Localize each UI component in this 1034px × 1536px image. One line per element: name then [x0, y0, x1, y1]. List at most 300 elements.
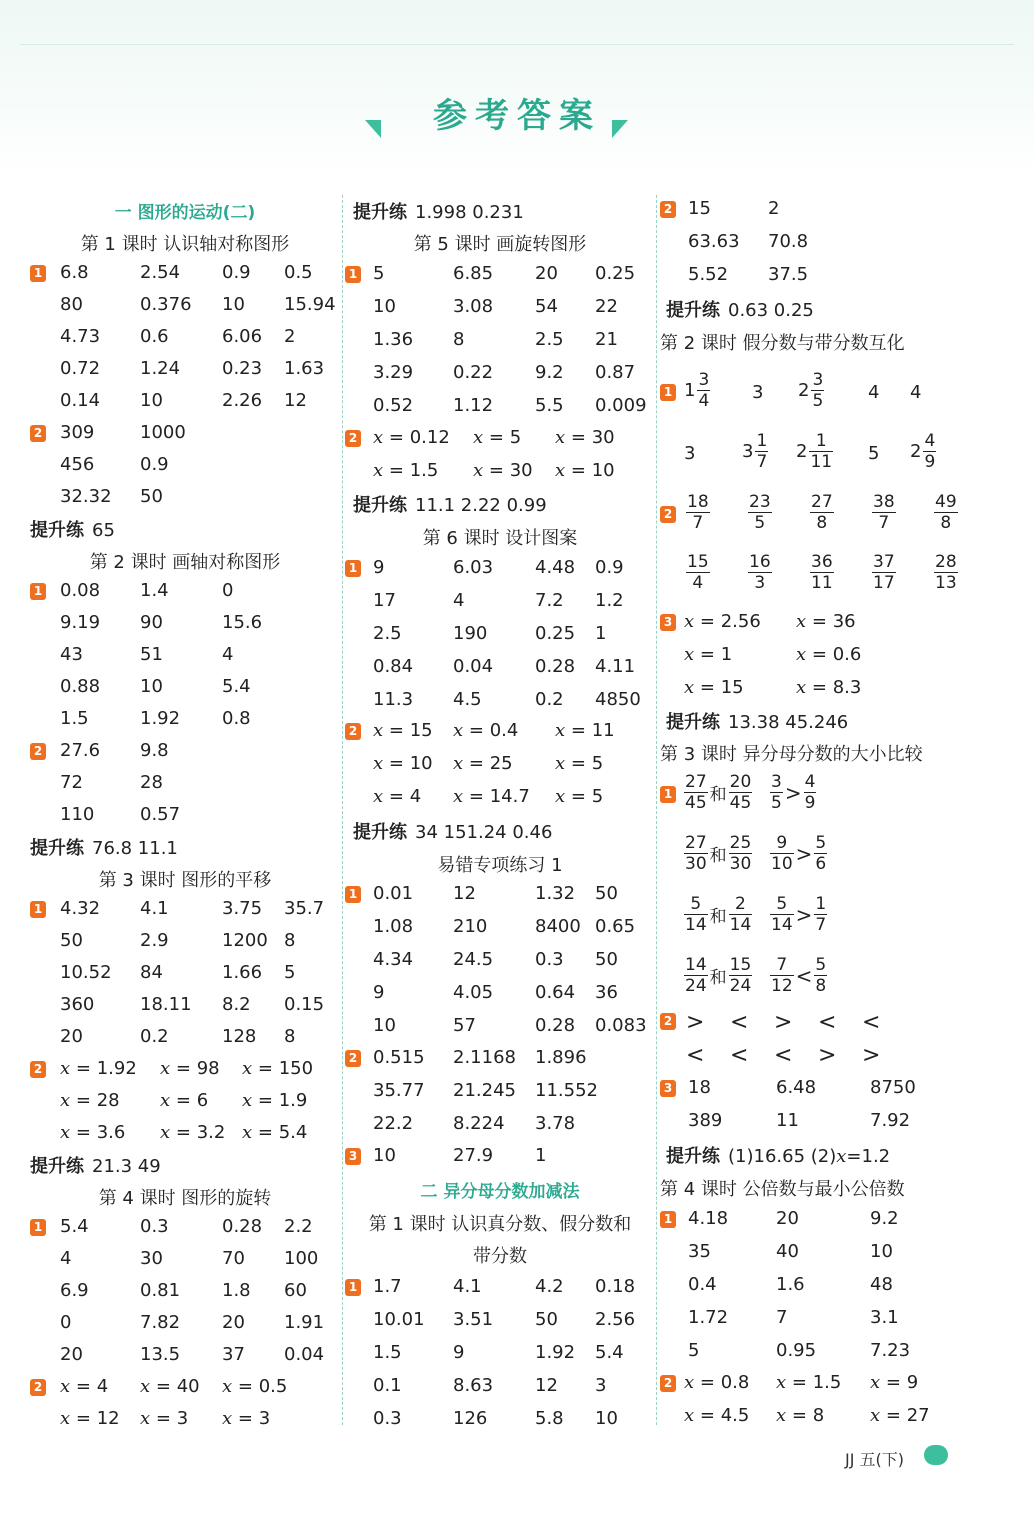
answer-value: 0.5 [258, 1376, 288, 1397]
answer-row [30, 358, 340, 382]
answer-value: 1.92 [535, 1342, 576, 1363]
question-number-badge: 2 [30, 425, 46, 442]
numerator: 5 [770, 894, 794, 915]
question-number-badge: 1 [660, 1211, 676, 1228]
equals-sign: = [806, 677, 833, 698]
fraction [748, 552, 772, 593]
numerator: 27 [685, 772, 707, 792]
answer-value: 4.5 [453, 689, 482, 710]
fraction [923, 431, 936, 472]
variable-x: x [60, 1122, 71, 1143]
numerator: 5 [815, 955, 827, 975]
tisheng-answer: 34 151.24 0.46 [415, 822, 553, 843]
answer-value: 8 [453, 329, 465, 350]
answer-value: 11.552 [535, 1080, 598, 1101]
answer-value: 27 [906, 1405, 930, 1426]
question-number-badge: 3 [345, 1148, 361, 1165]
variable-x: x [870, 1372, 881, 1393]
equals-sign: = [565, 427, 592, 448]
fraction [684, 833, 708, 874]
answer-row [345, 623, 655, 647]
answer-value: 21.245 [453, 1080, 516, 1101]
answer-value: 27.6 [60, 740, 101, 761]
and-word: 和 [709, 846, 727, 866]
answer-value: 4.73 [60, 326, 101, 347]
question-number-badge: 2 [660, 201, 676, 218]
answer-value: 2.26 [222, 390, 263, 411]
variable-x: x [373, 720, 384, 741]
variable-x: x [684, 1405, 695, 1426]
section-title: 二 异分母分数加减法 [420, 1182, 580, 1202]
answer-value: 5.4 [595, 1342, 624, 1363]
denominator: 4 [698, 391, 710, 411]
lesson-title: 带分数 [473, 1246, 527, 1267]
symbol-row [660, 1043, 1005, 1067]
answer-value: 27.9 [453, 1145, 494, 1166]
answer-value: 1.4 [140, 580, 169, 601]
answer-value: 1.63 [284, 358, 325, 379]
equals-sign: = [383, 720, 410, 741]
equals-sign: = [170, 1058, 197, 1079]
common-denominator-pair [684, 894, 752, 935]
equation-answer [555, 460, 615, 481]
tisheng-label: 提升练 [353, 495, 407, 516]
equation-answer [555, 753, 603, 774]
equals-sign: = [463, 753, 490, 774]
answer-row [345, 1145, 655, 1169]
numerator: 16 [749, 552, 771, 572]
answer-value: 10.52 [60, 962, 112, 983]
answer-value: 0.04 [453, 656, 494, 677]
answer-value: 2.56 [595, 1309, 636, 1330]
equation-answer [242, 1090, 307, 1111]
equation-answer [140, 1408, 188, 1429]
answer-row [345, 296, 655, 320]
answer-value: 0.01 [373, 883, 414, 904]
answer-value: 3.1 [870, 1307, 899, 1328]
equation-answer [453, 753, 513, 774]
equals-sign: = [232, 1376, 259, 1397]
denominator: 5 [754, 513, 766, 533]
variable-x: x [160, 1058, 171, 1079]
answer-value: 20 [776, 1208, 799, 1229]
fraction [686, 492, 710, 533]
answer-row [345, 949, 655, 973]
denominator: 45 [685, 793, 707, 813]
answer-value: 5 [591, 753, 604, 774]
answer-row [345, 982, 655, 1006]
answer-value: 12 [284, 390, 307, 411]
denominator: 14 [771, 915, 793, 935]
question-number-badge: 1 [660, 786, 676, 803]
whole-part: 1 [684, 380, 696, 401]
answer-value: 9 [453, 1342, 465, 1363]
fraction [748, 492, 772, 533]
answer-value: 5.8 [535, 1408, 564, 1429]
answer-value [742, 431, 768, 472]
equals-sign: = [565, 786, 592, 807]
answer-value: 10.01 [373, 1309, 425, 1330]
comparison-result [770, 894, 827, 935]
equation-answer [870, 1405, 930, 1426]
answer-value: 3.08 [453, 296, 494, 317]
answer-value: 18 [688, 1077, 711, 1098]
answer-value: 15 [688, 198, 711, 219]
answer-value: 37 [222, 1344, 245, 1365]
answer-value: 36 [832, 611, 856, 632]
numerator: 7 [770, 955, 794, 976]
tisheng-answer: 1.998 0.231 [415, 202, 524, 223]
denominator: 30 [729, 854, 752, 874]
column-divider [656, 195, 657, 1425]
answer-value: 4.18 [688, 1208, 729, 1229]
answer-value: 1.9 [278, 1090, 308, 1111]
equation-answer [60, 1376, 108, 1397]
answer-value: 2.2 [284, 1216, 313, 1237]
answer-value: 0.23 [222, 358, 263, 379]
answer-value [934, 492, 958, 533]
equation-row [660, 1372, 1005, 1396]
variable-x: x [684, 644, 695, 665]
equals-sign: = [483, 460, 510, 481]
denominator: 14 [685, 915, 707, 935]
section-title: 一 图形的运动(二) [114, 203, 256, 223]
answer-value: 6.85 [453, 263, 494, 284]
lesson-title: 第 1 课时 认识真分数、假分数和 [368, 1214, 632, 1235]
equation-answer [60, 1090, 120, 1111]
answer-value: 0.64 [535, 982, 576, 1003]
equals-sign: = [70, 1408, 97, 1429]
answer-value [686, 492, 710, 533]
equation-answer [776, 1405, 824, 1426]
variable-x: x [60, 1058, 71, 1079]
answer-value [810, 492, 834, 533]
answer-value: 22 [595, 296, 618, 317]
question-number-badge: 2 [660, 1375, 676, 1392]
numerator: 2 [729, 894, 753, 915]
answer-value: 0.083 [595, 1015, 647, 1036]
equals-sign: = [463, 786, 490, 807]
comparison-symbol: < [730, 1010, 749, 1035]
answer-value: 40 [176, 1376, 200, 1397]
answer-value: 4.32 [60, 898, 101, 919]
variable-x: x [796, 611, 807, 632]
lesson-title: 第 2 课时 假分数与带分数互化 [660, 333, 905, 354]
numerator: 18 [687, 492, 709, 512]
answer-value: 12 [96, 1408, 120, 1429]
numerator: 3 [698, 370, 710, 390]
variable-x: x [836, 1146, 847, 1167]
answer-value: 2 [768, 198, 780, 219]
tisheng-label: 提升练 [353, 822, 407, 843]
fraction [755, 431, 768, 472]
answer-value: 2.1168 [453, 1047, 516, 1068]
answer-value: 0.8 [720, 1372, 750, 1393]
answer-value: 8.2 [222, 994, 251, 1015]
answer-value: 4.05 [453, 982, 494, 1003]
equation-answer [555, 720, 615, 741]
answer-value: 1.896 [535, 1047, 587, 1068]
answer-row [30, 422, 340, 446]
answer-row [30, 1248, 340, 1272]
answer-value: 0.25 [595, 263, 636, 284]
equation-answer [222, 1376, 287, 1397]
lesson-title: 第 3 课时 图形的平移 [98, 870, 272, 891]
answer-value: 0.28 [222, 1216, 263, 1237]
tisheng-label: 提升练 [30, 1156, 84, 1177]
answer-value: 190 [453, 623, 488, 644]
answer-value: 5 [688, 1340, 700, 1361]
answer-row [345, 1113, 655, 1137]
answer-value: 6.9 [60, 1280, 89, 1301]
equation-answer [373, 753, 433, 774]
fraction [872, 552, 896, 593]
answer-value: 150 [278, 1058, 314, 1079]
answer-value: 7.92 [870, 1110, 911, 1131]
answer-value [748, 492, 772, 533]
answer-row [30, 962, 340, 986]
answer-value: 0.52 [373, 395, 414, 416]
equals-sign: = [694, 611, 721, 632]
header-line [20, 44, 1014, 45]
denominator: 5 [771, 793, 782, 813]
answer-value: 8.224 [453, 1113, 505, 1134]
answer-value: 4850 [595, 689, 641, 710]
question-number-badge: 1 [30, 265, 46, 282]
answer-value: 30 [509, 460, 533, 481]
answer-value: 1.08 [373, 916, 414, 937]
numerator: 14 [685, 955, 707, 975]
variable-x: x [796, 677, 807, 698]
question-number-badge: 3 [660, 1080, 676, 1097]
answer-row [345, 1080, 655, 1104]
fraction [684, 894, 708, 935]
numerator: 25 [729, 833, 752, 853]
answer-value: 9 [906, 1372, 919, 1393]
equation-row [30, 1058, 340, 1082]
answer-value: 5.52 [688, 264, 729, 285]
fraction [770, 772, 783, 813]
title-decoration-right [612, 120, 628, 138]
answer-value: 6.06 [222, 326, 263, 347]
answer-value: 0.04 [284, 1344, 325, 1365]
answer-value: 12 [453, 883, 476, 904]
answer-value: 0.18 [595, 1276, 636, 1297]
answer-value: 9 [373, 982, 385, 1003]
numerator: 15 [729, 955, 752, 975]
fraction [814, 955, 827, 996]
answer-value: 0.4 [688, 1274, 717, 1295]
answer-row [30, 326, 340, 350]
answer-value: 0.9 [595, 557, 624, 578]
denominator: 11 [810, 452, 833, 472]
answer-value: 0.88 [60, 676, 101, 697]
answer-value: 5.4 [60, 1216, 89, 1237]
answer-value: 126 [453, 1408, 488, 1429]
numerator: 20 [729, 772, 752, 792]
answer-value: 11.3 [373, 689, 414, 710]
equation-answer [870, 1372, 918, 1393]
answer-value: 17 [373, 590, 396, 611]
comparison-symbol: > [818, 1043, 837, 1068]
and-word: 和 [709, 907, 727, 927]
fraction [684, 955, 708, 996]
equation-answer [684, 677, 744, 698]
answer-value: 4 [453, 590, 465, 611]
denominator: 7 [756, 452, 768, 472]
answer-value: 8400 [535, 916, 581, 937]
equals-sign: = [880, 1405, 907, 1426]
tisheng-practice [353, 198, 524, 224]
answer-value: 0.57 [140, 804, 181, 825]
denominator: 14 [729, 915, 752, 935]
answer-value: 0.08 [60, 580, 101, 601]
equation-row [345, 427, 655, 451]
answer-value: 0.6 [140, 326, 169, 347]
equals-sign: = [70, 1122, 97, 1143]
answer-value: 0.9 [222, 262, 251, 283]
comparison-symbol: < [774, 1043, 793, 1068]
fraction [686, 552, 710, 593]
answer-value: 1.91 [284, 1312, 325, 1333]
fraction [934, 492, 958, 533]
answer-value: 3.51 [453, 1309, 494, 1330]
whole-part: 2 [796, 441, 808, 462]
numerator: 38 [873, 492, 895, 512]
numerator: 37 [873, 552, 895, 572]
fraction [729, 833, 753, 874]
answer-row [30, 898, 340, 922]
lesson-title: 第 4 课时 图形的旋转 [98, 1188, 272, 1209]
tisheng-label: 提升练 [666, 712, 720, 733]
answer-row [30, 1280, 340, 1304]
answer-value: 1.32 [535, 883, 576, 904]
answer-value: 11 [591, 720, 615, 741]
answer-value: 51 [140, 644, 163, 665]
equation-answer [796, 677, 861, 698]
fraction-row [660, 552, 1005, 600]
equation-answer [60, 1122, 125, 1143]
answer-value: 63.63 [688, 231, 740, 252]
answer-value: 2 [284, 326, 296, 347]
denominator: 8 [815, 976, 827, 996]
fraction [729, 955, 753, 996]
equals-sign: = [694, 644, 721, 665]
answer-value: 0.65 [595, 916, 636, 937]
answer-value: 5 [509, 427, 522, 448]
answer-row [30, 294, 340, 318]
tisheng-answer: 65 [92, 520, 115, 541]
denominator: 30 [685, 854, 707, 874]
answer-value: 4 [222, 644, 234, 665]
equation-row [345, 460, 655, 484]
answer-value: 9.2 [870, 1208, 899, 1229]
equation-row [30, 1090, 340, 1114]
answer-value [684, 370, 710, 411]
tisheng-answer: 0.63 0.25 [728, 300, 814, 321]
answer-value: 0.25 [535, 623, 576, 644]
answer-value: 43 [60, 644, 83, 665]
answer-row [660, 1208, 1005, 1232]
answer-row [345, 557, 655, 581]
answer-value: 1.5 [812, 1372, 842, 1393]
equals-sign: = [252, 1122, 279, 1143]
denominator: 7 [815, 915, 827, 935]
question-number-badge: 1 [660, 384, 676, 401]
variable-x: x [473, 427, 484, 448]
tisheng-practice [353, 491, 547, 517]
equation-answer [684, 644, 732, 665]
answer-row [345, 883, 655, 907]
answer-value: 32.32 [60, 486, 112, 507]
answer-value: 0.81 [140, 1280, 181, 1301]
answer-value: 0.84 [373, 656, 414, 677]
answer-value: 4.34 [373, 949, 414, 970]
fraction [770, 955, 794, 996]
answer-value: 70.8 [768, 231, 809, 252]
answer-value: 8.63 [453, 1375, 494, 1396]
answer-row [345, 1047, 655, 1071]
variable-x: x [140, 1408, 151, 1429]
numerator: 3 [812, 370, 824, 390]
answer-value [910, 431, 936, 472]
variable-x: x [373, 460, 384, 481]
question-number-badge: 1 [30, 1219, 46, 1236]
variable-x: x [453, 720, 464, 741]
answer-row [30, 1216, 340, 1240]
variable-x: x [555, 427, 566, 448]
numerator: 5 [815, 833, 827, 853]
equals-sign: = [463, 720, 490, 741]
answer-value: 309 [60, 422, 95, 443]
answer-value: 7.82 [140, 1312, 181, 1333]
answer-value: 15.6 [222, 612, 263, 633]
answer-row [30, 804, 340, 828]
answer-value: 37.5 [768, 264, 809, 285]
answer-row [30, 612, 340, 636]
lesson-title: 第 2 课时 画轴对称图形 [89, 552, 281, 573]
answer-value: 1.7 [373, 1276, 402, 1297]
equation-answer [60, 1058, 137, 1079]
fraction [684, 772, 708, 813]
answer-row [660, 1307, 1005, 1331]
answer-value: 0.15 [284, 994, 325, 1015]
variable-x: x [555, 720, 566, 741]
answer-row [345, 1342, 655, 1366]
equals-sign: = [383, 460, 410, 481]
answer-value: 12 [535, 1375, 558, 1396]
tisheng-answer: 21.3 49 [92, 1156, 161, 1177]
comparison-row [660, 772, 1005, 820]
equation-answer [473, 427, 521, 448]
equation-answer [555, 427, 615, 448]
variable-x: x [222, 1408, 233, 1429]
equals-sign: = [694, 677, 721, 698]
equals-sign: = [252, 1090, 279, 1111]
equals-sign: = [70, 1090, 97, 1111]
tisheng-practice [30, 516, 115, 542]
answer-value: 0.2 [140, 1026, 169, 1047]
answer-value: 3.78 [535, 1113, 576, 1134]
numerator: 36 [811, 552, 833, 572]
numerator: 1 [809, 431, 833, 452]
answer-value: 90 [140, 612, 163, 633]
answer-row [30, 454, 340, 478]
answer-row [30, 676, 340, 700]
answer-value: 1 [535, 1145, 547, 1166]
answer-value: 30 [591, 427, 615, 448]
answer-value: 3 [595, 1375, 607, 1396]
